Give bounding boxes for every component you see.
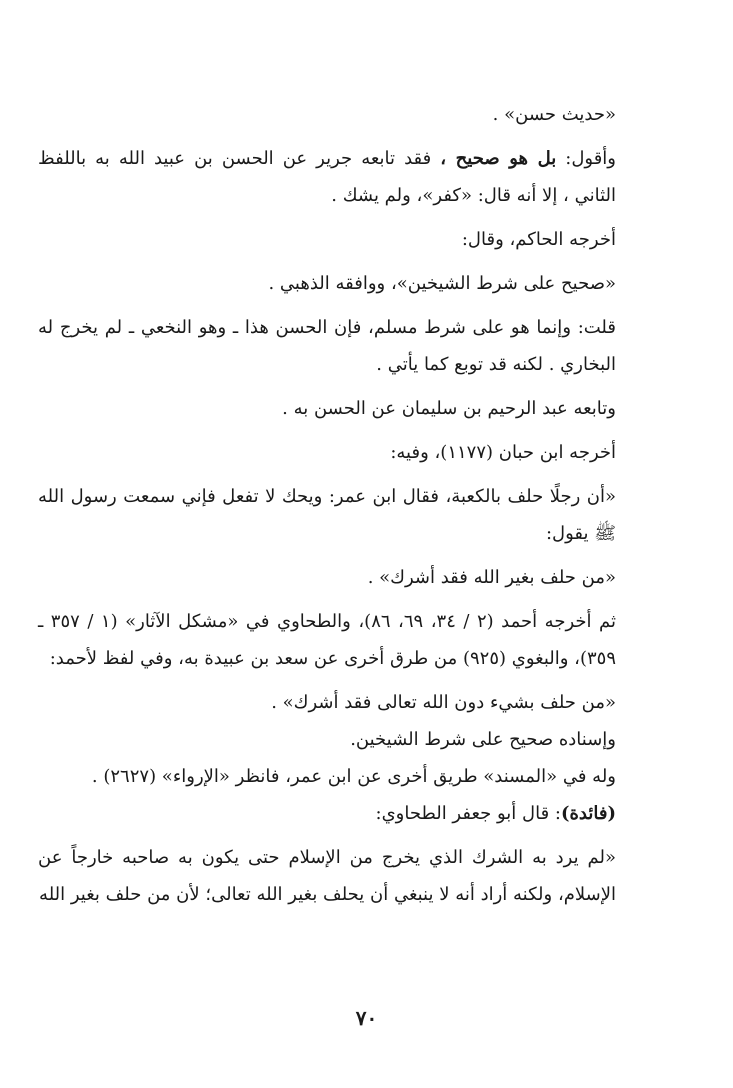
page-number: ٧٠ [355, 1006, 378, 1030]
paragraph-ahmad-wording: «من حلف بشيء دون الله تعالى فقد أشرك» . [271, 692, 616, 713]
paragraph-hadith-text: «من حلف بغير الله فقد أشرك» . [367, 567, 616, 588]
paragraph-musnad-reference: وله في «المسند» طريق أخرى عن ابن عمر، فانظر «الإرواء» (٢٦٢٧) . [91, 766, 616, 787]
paragraph-ibn-hibban: أخرجه ابن حبان (١١٧٧)، وفيه: [390, 442, 616, 463]
paragraph-benefit-heading [38, 795, 638, 832]
benefit-intro: : قال أبو جعفر الطحاوي: [375, 803, 561, 824]
comment-emphasis: بل هو صحيح ، [440, 148, 557, 169]
comment-lead: وأقول: [556, 148, 616, 169]
paragraph-authors-comment [38, 140, 638, 214]
paragraph-tahawi-quote: «لم يرد به الشرك الذي يخرج من الإسلام حتى يكون به صاحبه خارجاً عن الإسلام، ولكنه أراد أنه لا ينبغي أن يحلف بغير الله تعالى؛ لأن من حلف بغير الله [38, 847, 616, 905]
paragraph-author-note: قلت: وإنما هو على شرط مسلم، فإن الحسن هذا ـ وهو النخعي ـ لم يخرج له البخاري . لكنه قد توبع كما يأتي . [38, 317, 616, 375]
paragraph-second-chain: وتابعه عبد الرحيم بن سليمان عن الحسن به . [282, 398, 616, 419]
paragraph-kaaba-narration: «أن رجلًا حلف بالكعبة، فقال ابن عمر: ويحك لا تفعل فإني سمعت رسول الله ﷺ يقول: [38, 486, 616, 544]
paragraph-hadith-hasan: «حديث حسن» . [492, 104, 616, 125]
paragraph-hakim-grading: «صحيح على شرط الشيخين»، ووافقه الذهبي . [268, 273, 616, 294]
paragraph-isnad-grading: وإسناده صحيح على شرط الشيخين. [350, 729, 616, 750]
benefit-label: (فائدة) [560, 803, 616, 824]
paragraph-other-sources: ثم أخرجه أحمد (٢ / ٣٤، ٦٩، ٨٦)، والطحاوي في «مشكل الآثار» (١ / ٣٥٧ ـ ٣٥٩)، والبغوي (٩٢٥) من طرق أخرى عن سعد بن عبيدة به، وفي لفظ لأحمد: [38, 611, 617, 669]
page-body [38, 96, 638, 913]
paragraph-hakim-source: أخرجه الحاكم، وقال: [461, 229, 616, 250]
comment-body: فقد تابعه جرير عن الحسن بن عبيد الله به باللفظ الثاني ، إلا أنه قال: «كفر»، ولم يشك . [38, 148, 616, 206]
